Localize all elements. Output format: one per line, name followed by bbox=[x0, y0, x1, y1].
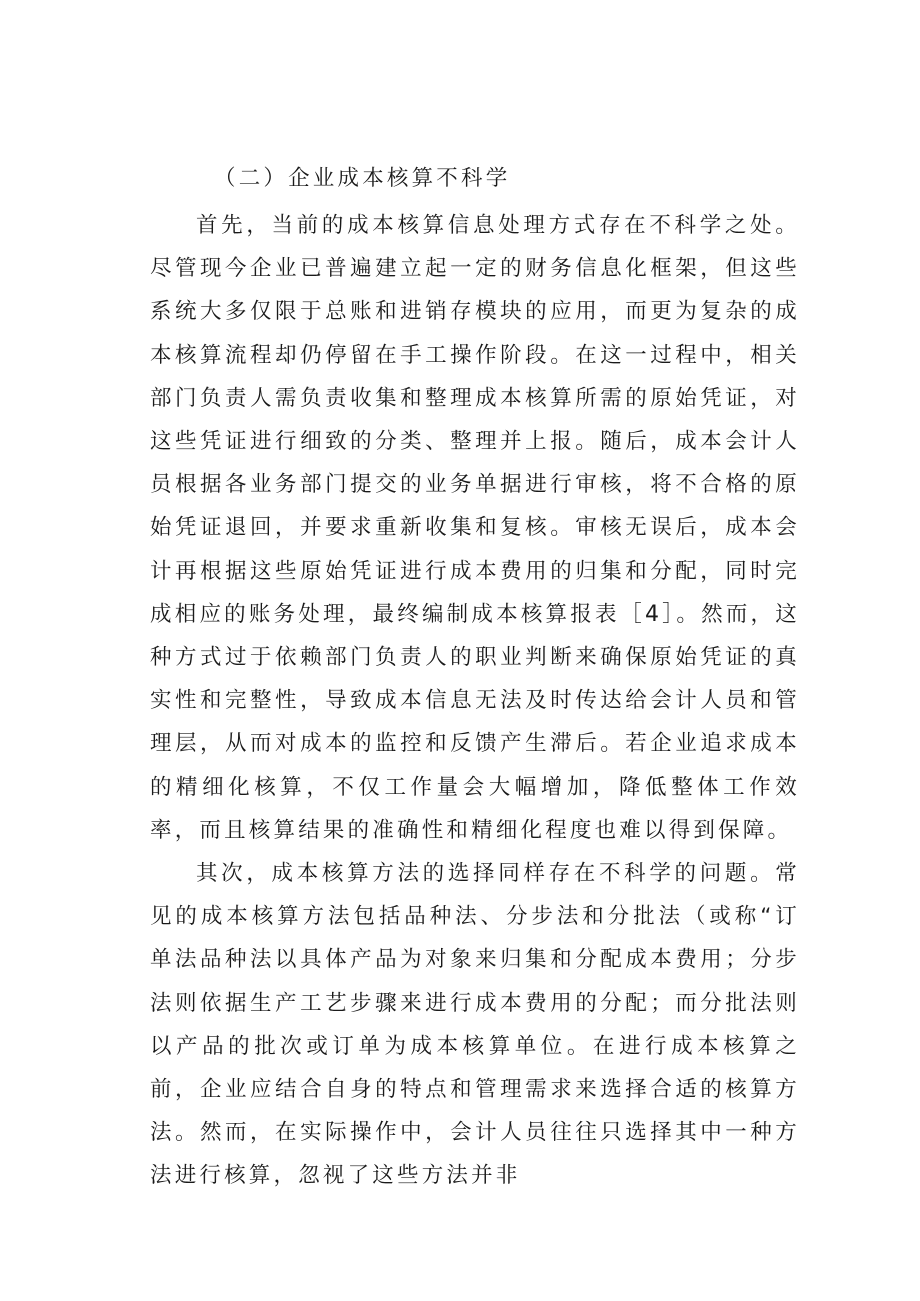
paragraph-1-text: 首先，当前的成本核算信息处理方式存在不科学之处。尽管现今企业已普遍建立起一定的财务信息化框架，但这些系统大多仅限于总账和进销存模块的应用，而更为复杂的成本核算流程却仍停留在手工操作阶段。在这一过程中，相关部门负责人需负责收集和整理成本核算所需的原始凭证，对这些凭证进行细致的分类、整理并上报。随后，成本会计人员根据各业务部门提交的业务单据进行审核，将不合格的原始凭证退回，并要求重新收集和复核。审核无误后，成本会计再根据这些原始凭证进行成本费用的归集和分配，同时完成相应的账务处理，最终编制成本核算报表 bbox=[150, 213, 800, 627]
paragraph-1-text-continued: 。然而，这种方式过于依赖部门负责人的职业判断来确保原始凭证的真实性和完整性，导致成本信息无法及时传达给会计人员和管理层，从而对成本的监控和反馈产生滞后。若企业追求成本的精细化核算，不仅工作量会大幅增加，降低整体工作效率，而且核算结果的准确性和精细化程度也难以得到保障。 bbox=[150, 601, 800, 843]
document-body bbox=[150, 154, 800, 1198]
paragraph-1 bbox=[150, 204, 800, 852]
section-heading: （二）企业成本核算不科学 bbox=[214, 166, 511, 191]
paragraph-2: 其次，成本核算方法的选择同样存在不科学的问题。常见的成本核算方法包括品种法、分步法和分批法（或称“订单法品种法以具体产品为对象来归集和分配成本费用；分步法则依据生产工艺步骤来进行成本费用的分配；而分批法则以产品的批次或订单为成本核算单位。在进行成本核算之前，企业应结合自身的特点和管理需求来选择合适的核算方法。然而，在实际操作中，会计人员往往只选择其中一种方法进行核算，忽视了这些方法并非 bbox=[150, 861, 800, 1189]
citation-reference: ［4］ bbox=[619, 601, 677, 627]
